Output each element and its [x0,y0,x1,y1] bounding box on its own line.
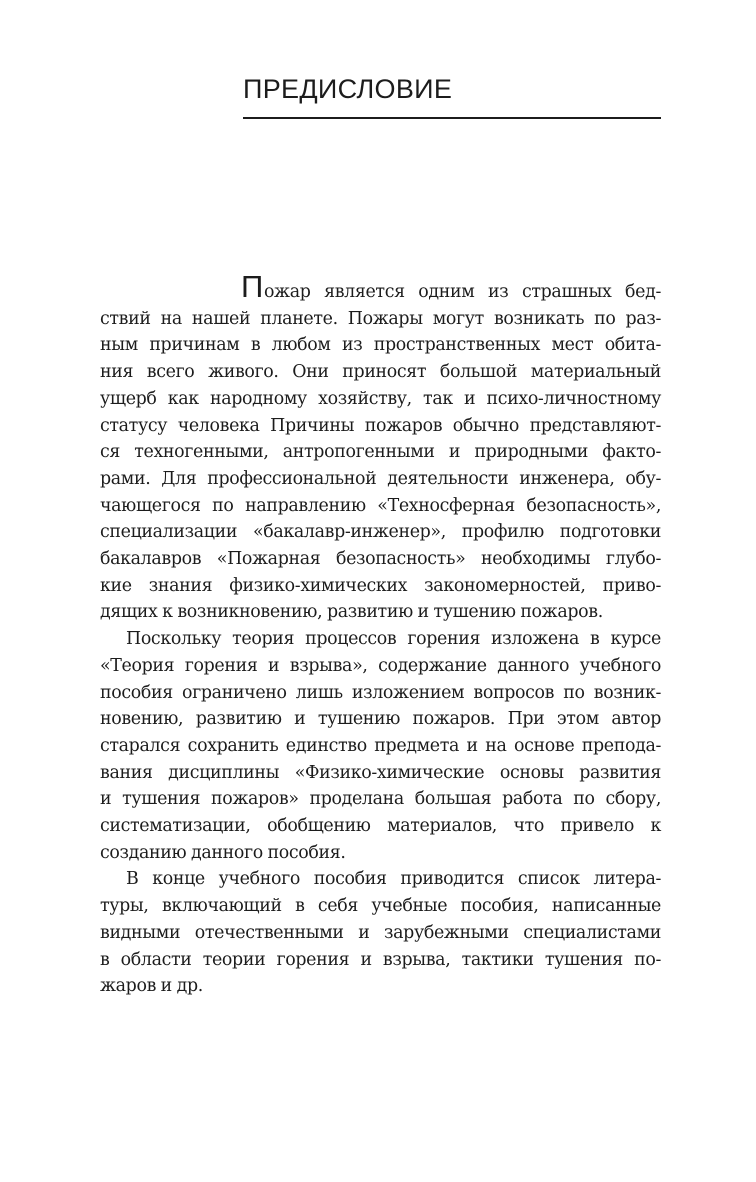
paragraph-1-line: кие знания физико-химических закономерностей, приво- [100,575,661,596]
page-title: ПРЕДИСЛОВИЕ [243,74,453,104]
paragraph-2-line: «Теория горения и взрыва», содержание данного учебного [100,655,661,676]
title-underline [243,117,661,119]
paragraph-2-line: пособия ограничено лишь изложением вопросов по возник- [100,682,661,703]
paragraph-2-line: новению, развитию и тушению пожаров. При этом автор [100,709,661,730]
paragraph-1-line: чающегося по направлению «Техносферная безопасность», [100,495,661,516]
paragraph-2-line: старался сохранить единство предмета и на основе препода- [100,735,661,756]
paragraph-1-line: статусу человека Причины пожаров обычно представляют- [100,415,661,436]
paragraph-2-line: созданию данного пособия. [100,842,346,863]
drop-cap: П [241,269,263,304]
paragraph-3-line: в области теории горения и взрыва, тактики тушения по- [100,949,661,970]
paragraph-1-line: рами. Для профессиональной деятельности инженера, обу- [100,468,661,489]
paragraph-2-line: систематизации, обобщению материалов, что привело к [100,816,661,837]
paragraph-1-line-1 [100,269,661,306]
paragraph-1-line: ным причинам в любом из пространственных мест обита- [100,335,661,356]
paragraph-2-line: и тушения пожаров» проделана большая работа по сбору, [100,789,661,810]
paragraph-2-line: вания дисциплины «Физико-химические основы развития [100,762,661,783]
paragraph-1-line: специализации «бакалавр-инженер», профилю подготовки [100,522,661,543]
paragraph-3-line: туры, включающий в себя учебные пособия, написанные [100,896,661,917]
paragraph-1-line-1-text: ожар является одним из страшных бед- [263,282,661,302]
paragraph-1-line: бакалавров «Пожарная безопасность» необходимы глубо- [100,549,661,570]
paragraph-1-line: ния всего живого. Они приносят большой материальный [100,362,661,383]
preface-body [100,269,661,1000]
paragraph-1-line: дящих к возникновению, развитию и тушению пожаров. [100,602,603,623]
paragraph-3-line: В конце учебного пособия приводится список литера- [126,869,661,890]
paragraph-1-line: ствий на нашей планете. Пожары могут возникать по раз- [100,308,661,329]
paragraph-1-line: ущерб как народному хозяйству, так и психо-личностному [100,388,661,409]
paragraph-3-line: видными отечественными и зарубежными специалистами [100,922,661,943]
paragraph-1-line: ся техногенными, антропогенными и природными факто- [100,442,661,463]
paragraph-2-line: Поскольку теория процессов горения изложена в курсе [126,629,661,650]
paragraph-3-line: жаров и др. [100,976,203,997]
